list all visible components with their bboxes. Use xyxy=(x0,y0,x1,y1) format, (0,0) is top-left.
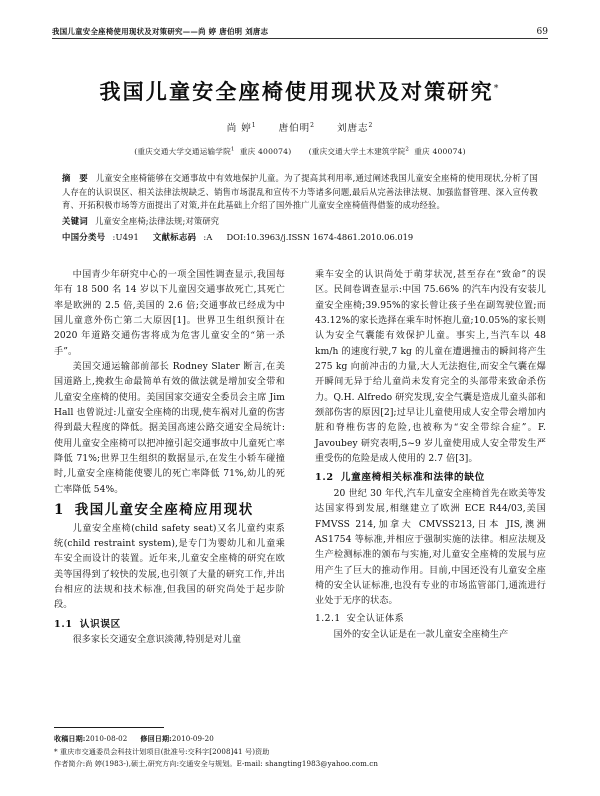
document-code: 文献标志码 :A xyxy=(152,232,213,243)
author-entry xyxy=(227,123,257,134)
subsection-number: 1.2 xyxy=(315,472,334,484)
subsubsection-heading xyxy=(315,612,546,627)
header-divider xyxy=(52,38,548,39)
footnote-funding: * 重庆市交通委员会科技计划项目(批准号:交科字[2008]41 号)资助 xyxy=(54,746,270,756)
author-name: 尚 婷 xyxy=(226,123,252,134)
author-list xyxy=(0,120,600,134)
clc-value: U491 xyxy=(115,232,139,243)
revised-date-value: 2010-09-20 xyxy=(171,734,214,743)
body-column-right xyxy=(315,268,546,643)
abstract xyxy=(62,172,538,213)
keywords-text: 儿童安全座椅;法律法规;对策研究 xyxy=(95,216,220,227)
document-code-value: A xyxy=(206,232,213,243)
footnote-block xyxy=(54,733,554,771)
affiliation-institution: (重庆交通大学土木建筑学院 xyxy=(308,147,406,156)
abstract-block xyxy=(62,172,538,245)
author-affil-marker: 2 xyxy=(368,121,374,129)
doi-text: DOI:10.3963/j.ISSN 1674-4861.2010.06.019 xyxy=(226,232,414,243)
clc-number: 中国分类号 :U491 xyxy=(62,232,139,243)
section-heading xyxy=(54,503,285,518)
paragraph: 儿童安全座椅(child safety seat)又名儿童约束系统(child restraint system),是专门为婴幼儿和儿童乘车安全而设计的装置。近年来,儿童安全座椅的研究在欧美等国得到了较快的发展,也引领了大量的研究工作,并出台相应的法规和技术标准,但我国的研究尚处于起步阶段。 xyxy=(54,523,285,611)
title-text: 我国儿童安全座椅使用现状及对策研究 xyxy=(99,79,494,104)
running-head xyxy=(52,26,548,37)
footnote-author-bio: 作者简介:尚 婷(1983-),硕士,研究方向:交通安全与规划。E-mail: shangting1983@yahoo.com.cn xyxy=(54,759,379,769)
footnote-divider xyxy=(54,727,164,728)
author-name: 唐伯明 xyxy=(278,123,311,134)
keywords xyxy=(62,215,538,229)
clc-label: 中国分类号 xyxy=(62,232,106,243)
running-head-title: 我国儿童安全座椅使用现状及对策研究——尚 婷 唐伯明 刘唐志 xyxy=(52,27,269,36)
subsection-number: 1.1 xyxy=(54,618,73,630)
affiliation-institution: (重庆交通大学交通运输学院 xyxy=(134,147,231,156)
affiliation-list xyxy=(0,146,600,157)
section-title: 我国儿童安全座椅应用现状 xyxy=(74,502,254,519)
author-affil-marker: 1 xyxy=(251,121,257,129)
paragraph: 国外的安全认证是在一款儿童安全座椅生产 xyxy=(333,629,509,640)
abstract-label: 摘 要 xyxy=(62,173,91,183)
author-affil-marker: 2 xyxy=(310,121,315,129)
subsubsection-title: 安全认证体系 xyxy=(346,613,405,624)
paragraph: 20 世纪 30 年代,汽车儿童安全座椅首先在欧美等发达国家得到发展,相继建立了欧洲 ECE R44/03,美国 FMVSS 214,加拿大 CMVSS213,日本 JIS,澳洲 AS1754 等标准,并相应于强制实施的法律。相应法规及生产检测标准的颁布与实施,对儿童安全座椅的发展与应用产生了巨大的推动作用。目前,中国还没有儿童安全座椅的安全认证标准,也没有专业的市场监管部门,通流进行业处于无序的状态。 xyxy=(315,488,546,607)
page-number: 69 xyxy=(536,27,548,37)
paragraph: 很多家长交通安全意识淡薄,特别是对儿童 xyxy=(72,634,242,645)
revised-date-label: 修回日期: xyxy=(140,734,172,743)
subsubsection-number: 1.2.1 xyxy=(315,613,341,624)
classification-line xyxy=(62,231,538,245)
subsection-heading xyxy=(315,470,546,485)
paragraph: 乘车安全的认识尚处于萌芽状况,甚至存在“致命”的误区。民间卷调查显示:中国 75.66% 的汽车内没有安装儿童安全座椅;39.95%的家长曾让孩子坐在副驾驶位置;而 43.12%的家长选择在乘车时怀抱儿童;10.05%的家长则认为安全气囊能有效保护儿童。事实上,当汽车以 48 km/h 的速度行驶,7 kg 的儿童在遭遇撞击的瞬间将产生 275 kg 向前冲击的力量,大人无法抱住,而安全气囊在爆开瞬间无异于给儿童尚未发育完全的头部带来致命杀伤力。Q.H. Alfredo 研究发现,安全气囊是造成儿童头部和颈部伤害的原因[2];过早让儿童使用成人安全带会增加内脏和脊椎伤害的危险,也被称为“安全带综合症”。F. Javoubey 研究表明,5~9 岁儿童使用成人安全带发生严重受伤的危险是成人使用的 2.7 倍[3]。 xyxy=(315,270,546,465)
section-number: 1 xyxy=(54,502,65,519)
footnote-dates xyxy=(54,733,554,746)
affiliation-city: 重庆 400074) xyxy=(414,147,466,156)
author-name: 刘唐志 xyxy=(336,123,369,134)
subsection-title: 儿童座椅相关标准和法律的缺位 xyxy=(340,472,485,484)
paragraph: 美国交通运输部前部长 Rodney Slater 断言,在美国道路上,挽救生命最简单有效的做法就是增加安全带和儿童安全座椅的使用。美国国家交通安全委员会主席 Jim Hall 也曾说过:儿童安全座椅的出现,使车祸对儿童的伤害得到最大程度的降低。据美国高速公路交通安全局统计:使用儿童安全座椅可以把冲撞引起交通事故中儿童死亡率降低 71%;世界卫生组织的数据显示,在发生小轿车碰撞时,儿童安全座椅能使婴儿的死亡率降低 71%,幼儿的死亡率降低 54%。 xyxy=(54,362,285,495)
affiliation-marker: 1 xyxy=(230,146,235,153)
affiliation-marker: 2 xyxy=(405,146,410,153)
author-entry xyxy=(337,123,373,134)
received-date-value: 2010-08-02 xyxy=(85,734,128,743)
affiliation-city: 重庆 400074) xyxy=(239,147,292,156)
page-title xyxy=(0,76,600,106)
keywords-label: 关键词 xyxy=(62,216,89,227)
document-code-label: 文献标志码 xyxy=(152,232,197,243)
received-date-label: 收稿日期: xyxy=(54,734,86,743)
body-column-left xyxy=(54,268,285,648)
abstract-text: 儿童安全座椅能够在交通事故中有效地保护儿童。为了提高其利用率,通过阐述我国儿童安全座椅的使用现状,分析了国人存在的认识误区、相关法律法规缺乏、销售市场混乱和宣传不力等诸多问题,最后从完善法律法规、加强监督管理、深入宣传教育、开拓积极市场等方面提出了对策,并在此基础上介绍了国外推广儿童安全座椅值得借鉴的成功经验。 xyxy=(62,173,539,211)
subsection-heading xyxy=(54,617,285,632)
subsection-title: 认识误区 xyxy=(79,618,121,630)
author-entry xyxy=(279,123,315,134)
affiliation-entry xyxy=(134,147,291,156)
paragraph: 中国青少年研究中心的一项全国性调查显示,我国每年有 18 500 名 14 岁以下儿童因交通事故死亡,其死亡率是欧洲的 2.5 倍,美国的 2.6 倍;交通事故已经成为中国儿童意外伤亡第二大原因[1]。世界卫生组织预计在 2020 年道路交通伤害将成为危害儿童安全的“第一杀手”。 xyxy=(54,270,285,357)
title-footnote-marker: * xyxy=(493,84,501,94)
affiliation-entry xyxy=(309,147,466,156)
